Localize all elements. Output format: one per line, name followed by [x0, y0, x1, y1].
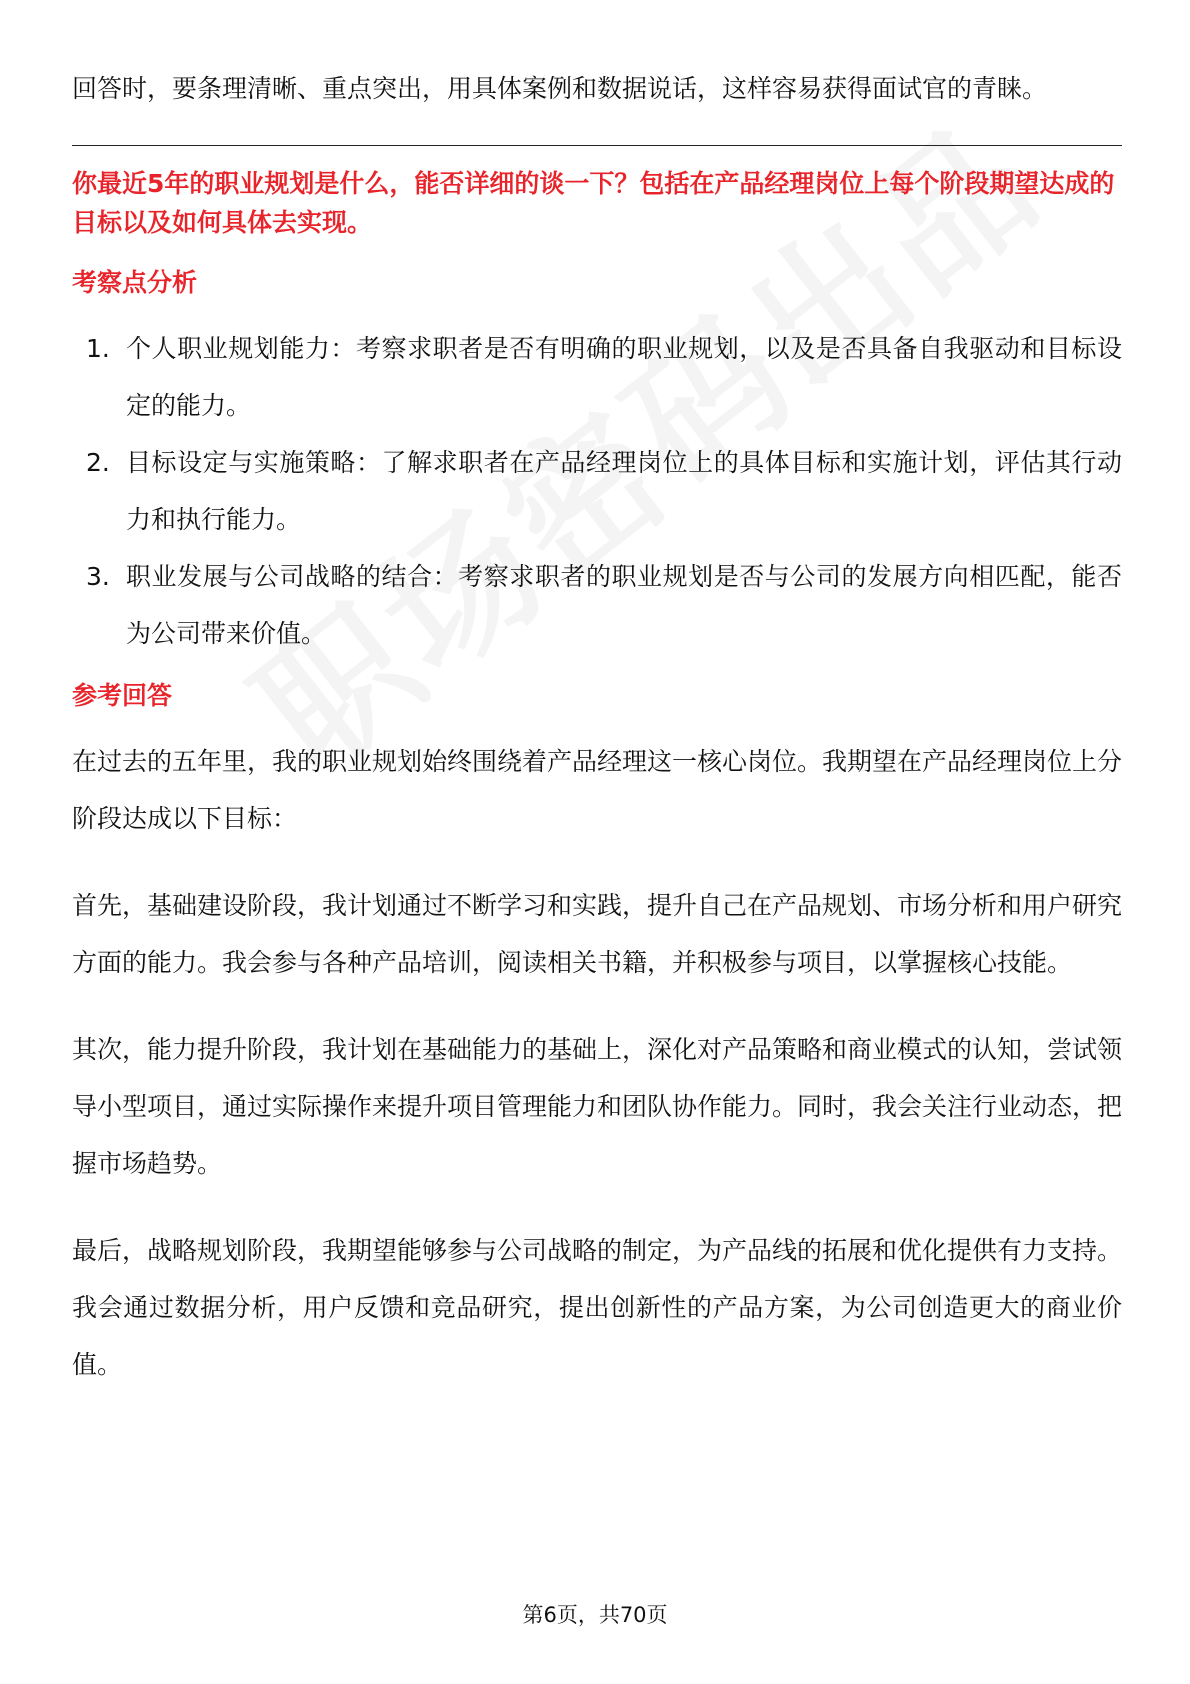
list-item: [72, 548, 1122, 662]
answer-paragraph: 在过去的五年里，我的职业规划始终围绕着产品经理这一核心岗位。我期望在产品经理岗位上分阶段达成以下目标：: [72, 747, 1123, 833]
answer-paragraph: 首先，基础建设阶段，我计划通过不断学习和实践，提升自己在产品规划、市场分析和用户研究方面的能力。我会参与各种产品培训，阅读相关书籍，并积极参与项目，以掌握核心技能。: [72, 891, 1123, 977]
intro-paragraph: 回答时，要条理清晰、重点突出，用具体案例和数据说话，这样容易获得面试官的青睐。: [72, 74, 1048, 103]
list-item-text: 个人职业规划能力：考察求职者是否有明确的职业规划，以及是否具备自我驱动和目标设定的能力。: [126, 334, 1122, 420]
list-item-text: 目标设定与实施策略：了解求职者在产品经理岗位上的具体目标和实施计划，评估其行动力和执行能力。: [126, 448, 1122, 534]
question-heading: 你最近5年的职业规划是什么，能否详细的谈一下？包括在产品经理岗位上每个阶段期望达成的目标以及如何具体去实现。: [72, 169, 1115, 237]
analysis-title: 考察点分析: [72, 268, 198, 297]
list-item-number: 3.: [86, 562, 110, 591]
analysis-list: [72, 320, 1122, 662]
answer-paragraph: 最后，战略规划阶段，我期望能够参与公司战略的制定，为产品线的拓展和优化提供有力支持。我会通过数据分析，用户反馈和竞品研究，提出创新性的产品方案，为公司创造更大的商业价值。: [72, 1236, 1123, 1379]
list-item-number: 1.: [86, 334, 110, 363]
list-item: [72, 320, 1122, 434]
page-footer: 第6页，共70页: [522, 1603, 668, 1627]
answer-paragraph: 其次，能力提升阶段，我计划在基础能力的基础上，深化对产品策略和商业模式的认知，尝试领导小型项目，通过实际操作来提升项目管理能力和团队协作能力。同时，我会关注行业动态，把握市场趋势。: [72, 1035, 1123, 1178]
list-item: [72, 434, 1122, 548]
list-item-number: 2.: [86, 448, 110, 477]
document-page: [72, 60, 1122, 1423]
section-divider: [72, 145, 1122, 146]
answer-title: 参考回答: [72, 681, 173, 710]
list-item-text: 职业发展与公司战略的结合：考察求职者的职业规划是否与公司的发展方向相匹配，能否为公司带来价值。: [126, 562, 1122, 648]
